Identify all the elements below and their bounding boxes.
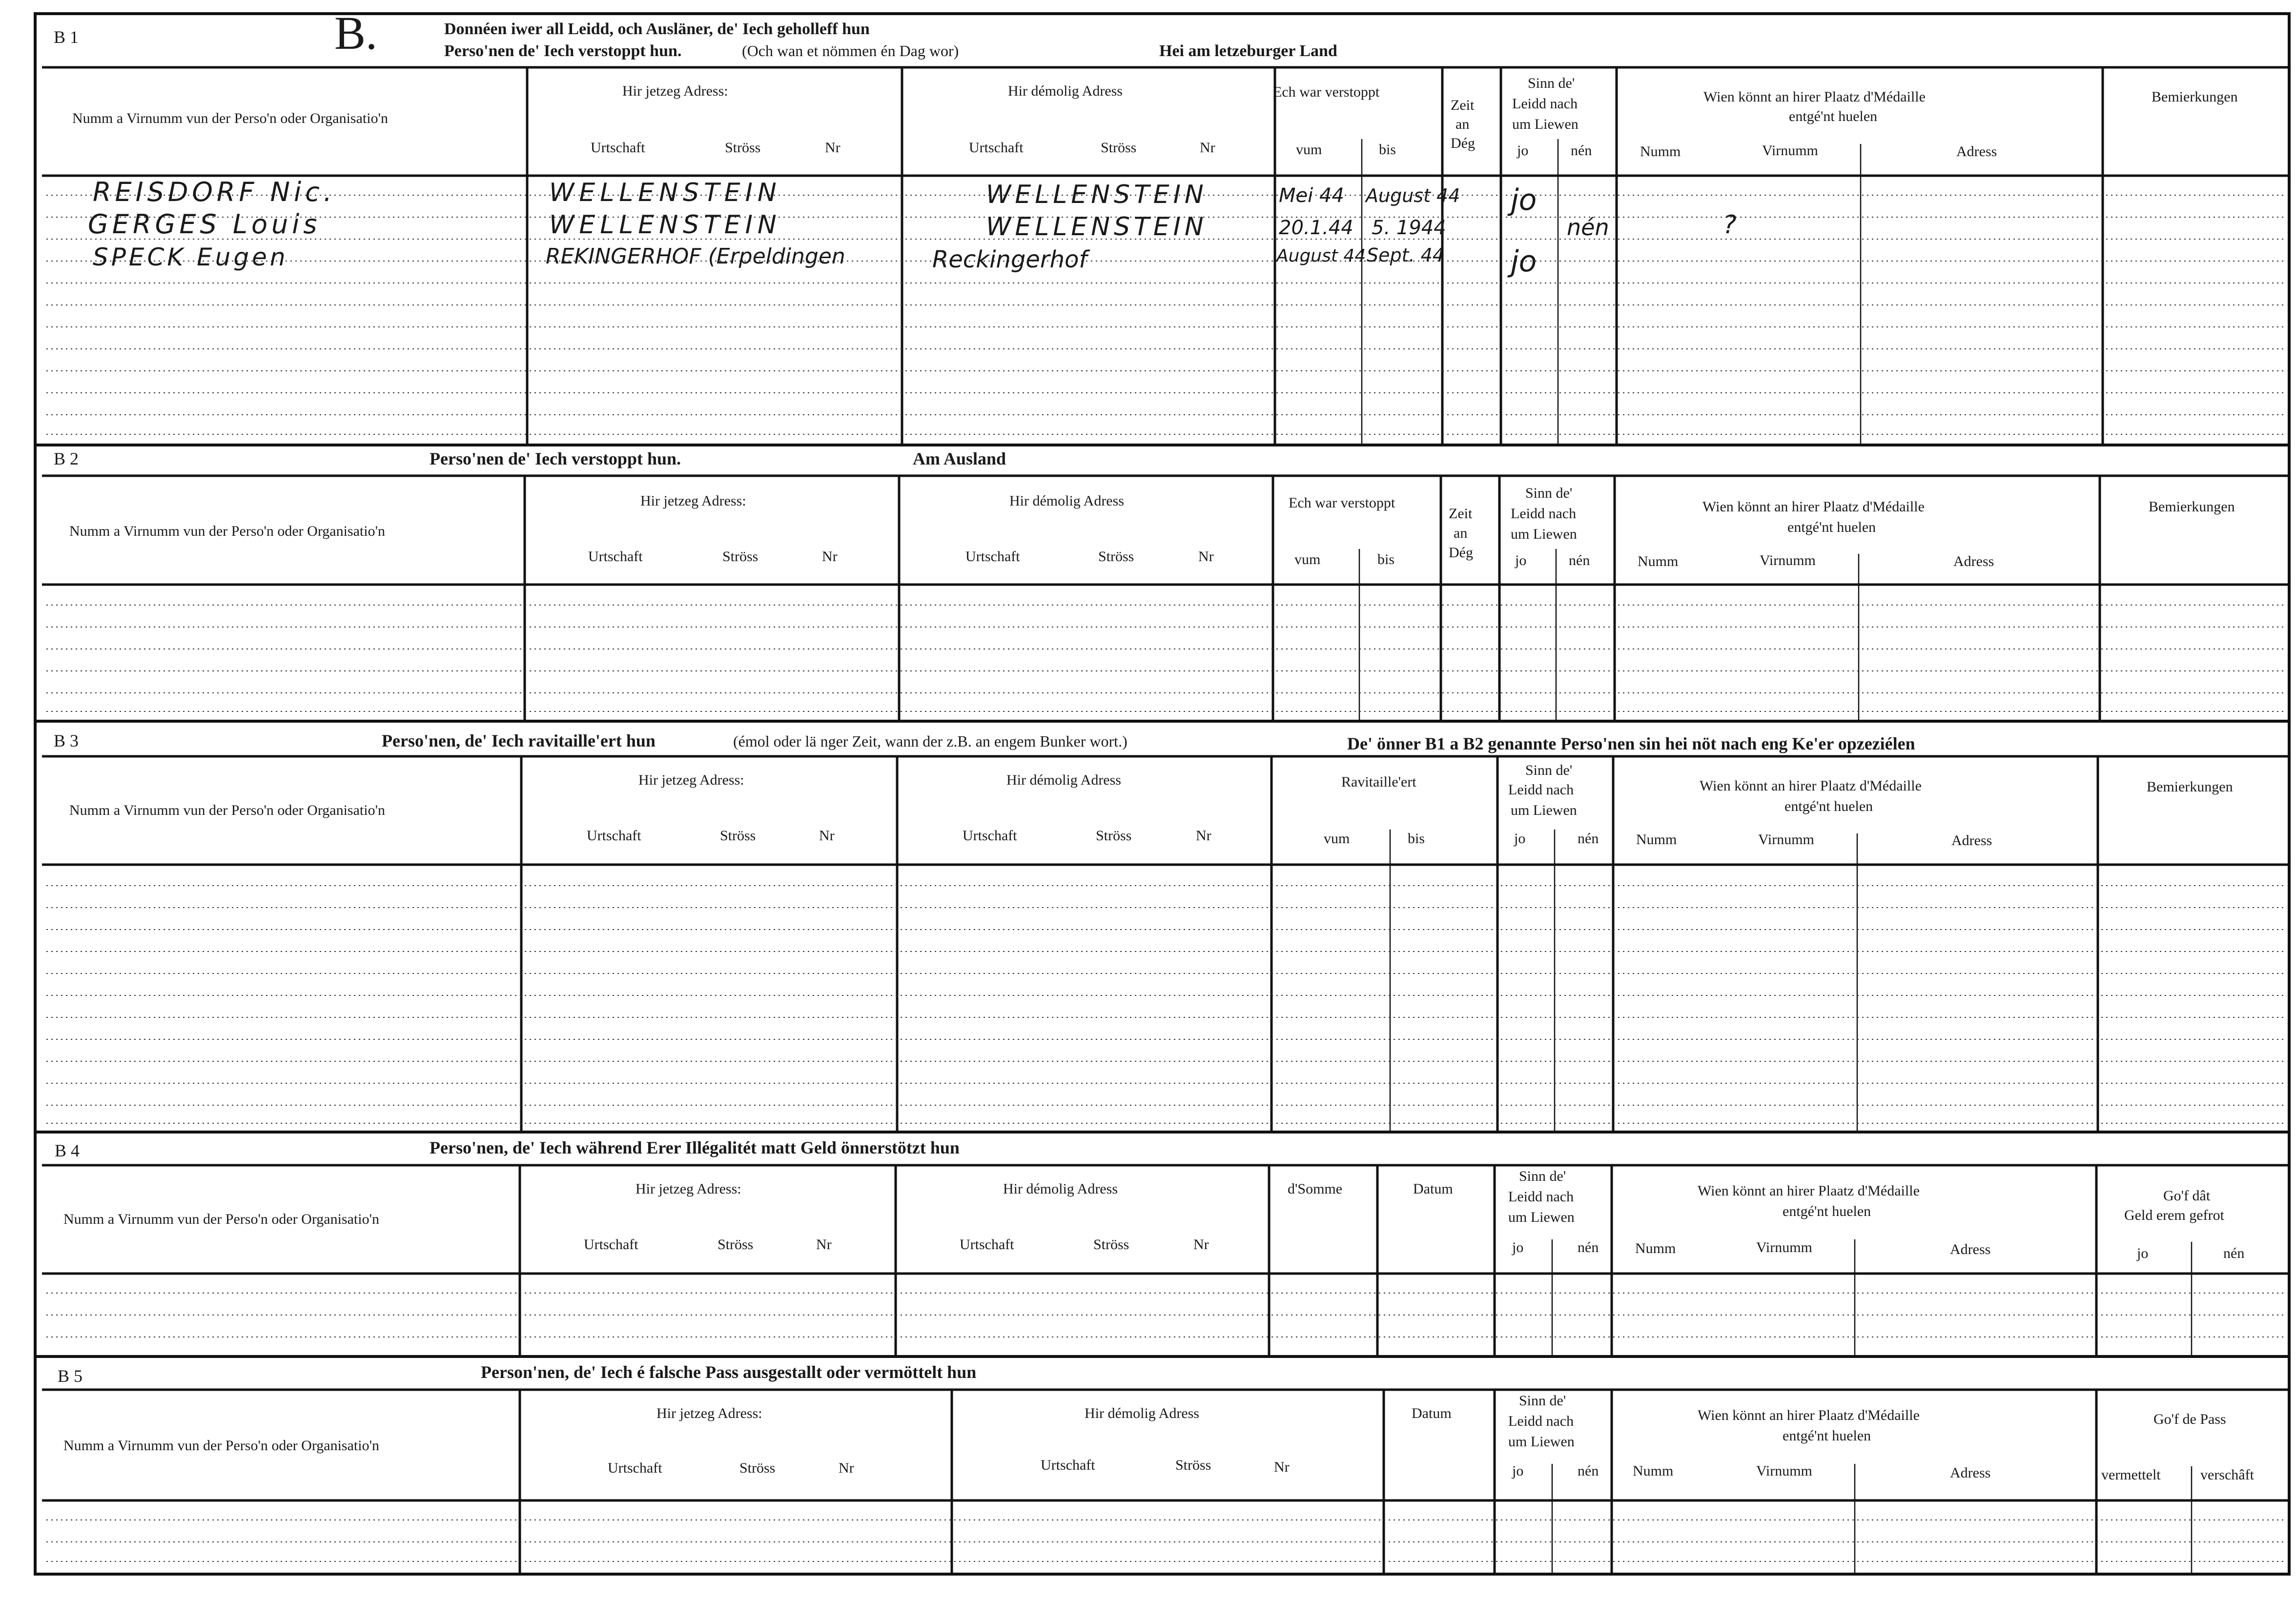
b4-col-virnumm: Virnumm bbox=[1756, 1239, 1812, 1255]
b4-col-numm: Numm bbox=[1635, 1240, 1676, 1256]
b5-col-datum: Datum bbox=[1412, 1405, 1452, 1421]
b5-col-prev-stross: Ströss bbox=[1175, 1457, 1211, 1473]
entry-current-address: WELLENSTEIN bbox=[549, 210, 781, 240]
section-b3-label: B 3 bbox=[54, 731, 79, 750]
form-header-line1: Donnéen iwer all Leidd, och Ausläner, de' Iech geholleff hun bbox=[444, 20, 870, 38]
form-header-line2c: Hei am letzeburger Land bbox=[1159, 42, 1337, 60]
b1-col-nen: nén bbox=[1571, 142, 1592, 159]
b3-col-numm: Numm bbox=[1636, 831, 1677, 848]
section-b1 bbox=[35, 7, 2289, 445]
b2-col-current-address: Hir jetzeg Adress: bbox=[640, 493, 746, 509]
b1-col-medal2: entgé'nt huelen bbox=[1789, 108, 1878, 124]
b3-col-jo: jo bbox=[1514, 830, 1526, 847]
b4-col-prev-stross: Ströss bbox=[1093, 1236, 1129, 1253]
b2-col-vum: vum bbox=[1294, 551, 1321, 567]
b3-col-sinn2: Leidd nach bbox=[1508, 782, 1574, 798]
section-b1-label: B 1 bbox=[54, 27, 79, 47]
b4-col-nen2: nén bbox=[2223, 1245, 2245, 1261]
form-header-line2a: Perso'nen de' Iech verstoppt hun. bbox=[444, 42, 682, 60]
section-b4-title: Perso'nen, de' Iech während Erer Illégalitét matt Geld önnerstötzt hun bbox=[430, 1138, 960, 1157]
b2-col-remarks: Bemierkungen bbox=[2149, 499, 2235, 515]
b2-col-urtschaft: Urtschaft bbox=[588, 548, 643, 565]
entry-previous-address: WELLENSTEIN bbox=[986, 180, 1208, 209]
b1-col-urtschaft: Urtschaft bbox=[591, 140, 645, 156]
b2-col-name: Numm a Virnumm vun der Perso'n oder Organisatio'n bbox=[69, 523, 385, 539]
b5-col-nr: Nr bbox=[839, 1460, 854, 1476]
form-outer-frame bbox=[35, 14, 2289, 1574]
b1-col-zeit1: Zeit bbox=[1451, 97, 1475, 113]
entry-alive-yes: jo bbox=[1511, 244, 1537, 279]
b1-col-zeit2: an bbox=[1456, 116, 1470, 132]
b2-col-numm: Numm bbox=[1638, 553, 1679, 569]
b1-col-bis: bis bbox=[1379, 142, 1396, 158]
b1-entry-row-2 bbox=[88, 209, 1737, 242]
b2-col-previous-address: Hir démolig Adress bbox=[1009, 493, 1124, 509]
entry-hid-from: August 44 bbox=[1276, 246, 1366, 266]
b1-col-prev-stross: Ströss bbox=[1101, 140, 1137, 156]
b4-col-prev-nr: Nr bbox=[1193, 1236, 1209, 1253]
b2-col-zeit2: an bbox=[1454, 525, 1468, 541]
b1-col-sinn2: Leidd nach bbox=[1512, 96, 1578, 112]
b1-col-vum: vum bbox=[1296, 142, 1322, 158]
b3-col-remarks: Bemierkungen bbox=[2147, 779, 2233, 795]
entry-hid-from: 20.1.44 bbox=[1279, 217, 1353, 239]
b3-col-nen: nén bbox=[1578, 830, 1599, 847]
entry-hid-to: Sept. 44 bbox=[1367, 244, 1445, 266]
b1-col-current-address: Hir jetzeg Adress: bbox=[622, 83, 728, 99]
b3-col-nr: Nr bbox=[819, 828, 835, 844]
b2-col-hid: Ech war verstoppt bbox=[1289, 495, 1395, 511]
section-b3-title: Perso'nen, de' Iech ravitaille'ert hun bbox=[382, 731, 656, 750]
b1-entry-row-3 bbox=[93, 243, 1537, 279]
entry-name: GERGES Louis bbox=[88, 209, 321, 240]
b5-col-prev-urtschaft: Urtschaft bbox=[1041, 1457, 1095, 1473]
b2-col-sinn3: um Liewen bbox=[1511, 526, 1577, 542]
entry-hid-from: Mei 44 bbox=[1279, 184, 1344, 207]
b2-col-nr: Nr bbox=[822, 548, 838, 565]
b5-col-numm: Numm bbox=[1633, 1463, 1674, 1479]
b2-col-virnumm: Virnumm bbox=[1760, 552, 1816, 568]
b5-col-stross: Ströss bbox=[739, 1460, 776, 1476]
section-b3-title-paren: (émol oder lä nger Zeit, wann der z.B. an engem Bunker wort.) bbox=[733, 732, 1128, 750]
entry-medal-name: ? bbox=[1723, 210, 1737, 240]
b3-col-urtschaft: Urtschaft bbox=[587, 828, 641, 844]
b5-col-urtschaft: Urtschaft bbox=[608, 1460, 662, 1476]
entry-hid-to: 5. 1944 bbox=[1372, 217, 1446, 239]
b2-col-zeit1: Zeit bbox=[1449, 506, 1473, 522]
b2-col-medal1: Wien könnt an hirer Plaatz d'Médaille bbox=[1702, 499, 1925, 515]
b1-col-sinn1: Sinn de' bbox=[1528, 75, 1575, 91]
b4-col-sinn1: Sinn de' bbox=[1519, 1168, 1566, 1184]
b3-col-prev-urtschaft: Urtschaft bbox=[963, 828, 1017, 844]
b2-col-sinn2: Leidd nach bbox=[1511, 506, 1577, 522]
b5-col-medal2: entgé'nt huelen bbox=[1783, 1428, 1871, 1444]
b1-col-name: Numm a Virnumm vun der Perso'n oder Organisatio'n bbox=[72, 110, 388, 126]
section-b4 bbox=[35, 1132, 2289, 1356]
b4-col-gof1: Go'f dât bbox=[2163, 1188, 2211, 1204]
b2-col-medal2: entgé'nt huelen bbox=[1787, 519, 1876, 535]
b2-col-prev-nr: Nr bbox=[1198, 548, 1214, 565]
b4-col-medal2: entgé'nt huelen bbox=[1783, 1203, 1871, 1219]
b4-col-nr: Nr bbox=[816, 1236, 832, 1253]
b3-col-adress: Adress bbox=[1951, 832, 1992, 849]
b3-col-bis: bis bbox=[1408, 830, 1425, 847]
b5-col-verschaft: verschâft bbox=[2200, 1467, 2254, 1483]
b5-col-prev-nr: Nr bbox=[1274, 1459, 1290, 1475]
section-b3-title-tail: De' önner B1 a B2 genannte Perso'nen sin hei nöt nach eng Ke'er opzeziélen bbox=[1347, 734, 1915, 753]
b3-col-sinn3: um Liewen bbox=[1511, 802, 1577, 818]
b2-col-stross: Ströss bbox=[722, 548, 758, 565]
b3-col-medal1: Wien könnt an hirer Plaatz d'Médaille bbox=[1700, 778, 1922, 794]
section-b2-title: Perso'nen de' Iech verstoppt hun. bbox=[430, 449, 681, 468]
entry-hid-to: August 44 bbox=[1366, 185, 1460, 206]
b3-col-previous-address: Hir démolig Adress bbox=[1006, 772, 1121, 788]
form-header-line2b: (Och wan et nömmen én Dag wor) bbox=[742, 42, 959, 60]
b2-col-adress: Adress bbox=[1953, 553, 1994, 569]
entry-alive-yes: jo bbox=[1511, 183, 1537, 217]
b5-col-previous-address: Hir démolig Adress bbox=[1085, 1405, 1199, 1421]
b1-col-virnumm: Virnumm bbox=[1762, 142, 1818, 159]
entry-previous-address: WELLENSTEIN bbox=[986, 212, 1208, 242]
b3-col-sinn1: Sinn de' bbox=[1525, 762, 1573, 778]
b4-col-previous-address: Hir démolig Adress bbox=[1003, 1181, 1118, 1197]
b4-col-current-address: Hir jetzeg Adress: bbox=[636, 1181, 741, 1197]
b4-col-sinn3: um Liewen bbox=[1508, 1209, 1575, 1225]
b3-col-prev-stross: Ströss bbox=[1096, 828, 1132, 844]
b3-col-current-address: Hir jetzeg Adress: bbox=[638, 772, 744, 788]
section-b5-label: B 5 bbox=[58, 1366, 83, 1386]
entry-previous-address: Reckingerhof bbox=[932, 246, 1087, 273]
b1-col-previous-address: Hir démolig Adress bbox=[1008, 83, 1123, 99]
section-b5 bbox=[35, 1356, 2289, 1574]
b5-col-sinn1: Sinn de' bbox=[1519, 1393, 1566, 1409]
b1-col-nr: Nr bbox=[825, 140, 840, 156]
entry-current-address: WELLENSTEIN bbox=[549, 178, 781, 207]
section-b2-label: B 2 bbox=[54, 449, 79, 468]
b3-col-stross: Ströss bbox=[720, 828, 756, 844]
b5-col-name: Numm a Virnumm vun der Perso'n oder Organisatio'n bbox=[63, 1437, 379, 1454]
b5-col-sinn2: Leidd nach bbox=[1508, 1413, 1574, 1429]
section-b5-title: Person'nen, de' Iech é falsche Pass ausgestallt oder vermöttelt hun bbox=[481, 1362, 977, 1382]
b5-col-sinn3: um Liewen bbox=[1508, 1434, 1575, 1450]
b1-col-remarks: Bemierkungen bbox=[2152, 89, 2238, 105]
b3-col-prev-nr: Nr bbox=[1196, 828, 1211, 844]
b4-col-name: Numm a Virnumm vun der Perso'n oder Organisatio'n bbox=[63, 1211, 379, 1227]
section-b2 bbox=[35, 445, 2289, 721]
b4-col-prev-urtschaft: Urtschaft bbox=[960, 1236, 1014, 1253]
b5-col-virnumm: Virnumm bbox=[1756, 1463, 1812, 1479]
b5-col-jo: jo bbox=[1512, 1463, 1524, 1479]
b2-col-sinn1: Sinn de' bbox=[1525, 485, 1573, 501]
b4-col-urtschaft: Urtschaft bbox=[584, 1236, 638, 1253]
b3-col-ravit: Ravitaille'ert bbox=[1341, 774, 1416, 790]
b2-col-bis: bis bbox=[1377, 551, 1395, 567]
b1-col-zeit3: Dég bbox=[1451, 135, 1475, 151]
section-b2-subtitle: Am Ausland bbox=[913, 449, 1006, 468]
b4-col-nen: nén bbox=[1578, 1239, 1599, 1255]
entry-current-address: REKINGERHOF (Erpeldingen bbox=[546, 244, 845, 269]
b5-col-nen: nén bbox=[1578, 1463, 1599, 1479]
form-big-letter: B. bbox=[334, 7, 378, 59]
b3-col-virnumm: Virnumm bbox=[1758, 831, 1814, 848]
b1-col-adress: Adress bbox=[1956, 143, 1997, 160]
b1-col-stross: Ströss bbox=[725, 140, 761, 156]
entry-name: SPECK Eugen bbox=[93, 243, 288, 271]
b4-col-somme: d'Somme bbox=[1288, 1181, 1343, 1197]
b1-col-medal1: Wien könnt an hirer Plaatz d'Médaille bbox=[1703, 89, 1926, 105]
b4-col-medal1: Wien könnt an hirer Plaatz d'Médaille bbox=[1698, 1183, 1920, 1199]
b2-col-nen: nén bbox=[1569, 552, 1590, 568]
b4-col-stross: Ströss bbox=[718, 1236, 754, 1253]
b2-col-zeit3: Dég bbox=[1449, 545, 1473, 561]
b2-col-prev-urtschaft: Urtschaft bbox=[965, 548, 1020, 565]
entry-name: REISDORF Nic. bbox=[93, 177, 336, 207]
section-b3 bbox=[35, 721, 2289, 1132]
b5-col-current-address: Hir jetzeg Adress: bbox=[656, 1405, 762, 1421]
b1-col-hid: Ech war verstoppt bbox=[1273, 84, 1380, 100]
entry-alive-no: nén bbox=[1567, 214, 1609, 241]
b5-col-vermettelt: vermettelt bbox=[2101, 1467, 2161, 1483]
section-b4-label: B 4 bbox=[55, 1141, 80, 1160]
b4-col-jo2: jo bbox=[2137, 1245, 2149, 1261]
b3-col-vum: vum bbox=[1324, 830, 1350, 847]
b4-col-sinn2: Leidd nach bbox=[1508, 1189, 1574, 1205]
b3-col-name: Numm a Virnumm vun der Perso'n oder Organisatio'n bbox=[69, 802, 385, 818]
b2-col-jo: jo bbox=[1515, 552, 1527, 568]
b1-col-prev-urtschaft: Urtschaft bbox=[969, 140, 1024, 156]
b1-col-sinn3: um Liewen bbox=[1512, 116, 1578, 132]
b1-col-jo: jo bbox=[1517, 142, 1529, 159]
b5-col-gof: Go'f de Pass bbox=[2153, 1411, 2226, 1427]
b4-col-jo: jo bbox=[1512, 1239, 1524, 1255]
b4-col-gof2: Geld erem gefrot bbox=[2124, 1207, 2224, 1223]
b3-col-medal2: entgé'nt huelen bbox=[1784, 798, 1873, 814]
b1-col-numm: Numm bbox=[1640, 143, 1681, 160]
b4-col-adress: Adress bbox=[1950, 1241, 1991, 1257]
b4-col-datum: Datum bbox=[1413, 1181, 1453, 1197]
b1-col-prev-nr: Nr bbox=[1200, 140, 1215, 156]
b2-col-prev-stross: Ströss bbox=[1098, 548, 1134, 565]
b5-col-adress: Adress bbox=[1950, 1465, 1991, 1481]
b5-col-medal1: Wien könnt an hirer Plaatz d'Médaille bbox=[1698, 1407, 1920, 1423]
